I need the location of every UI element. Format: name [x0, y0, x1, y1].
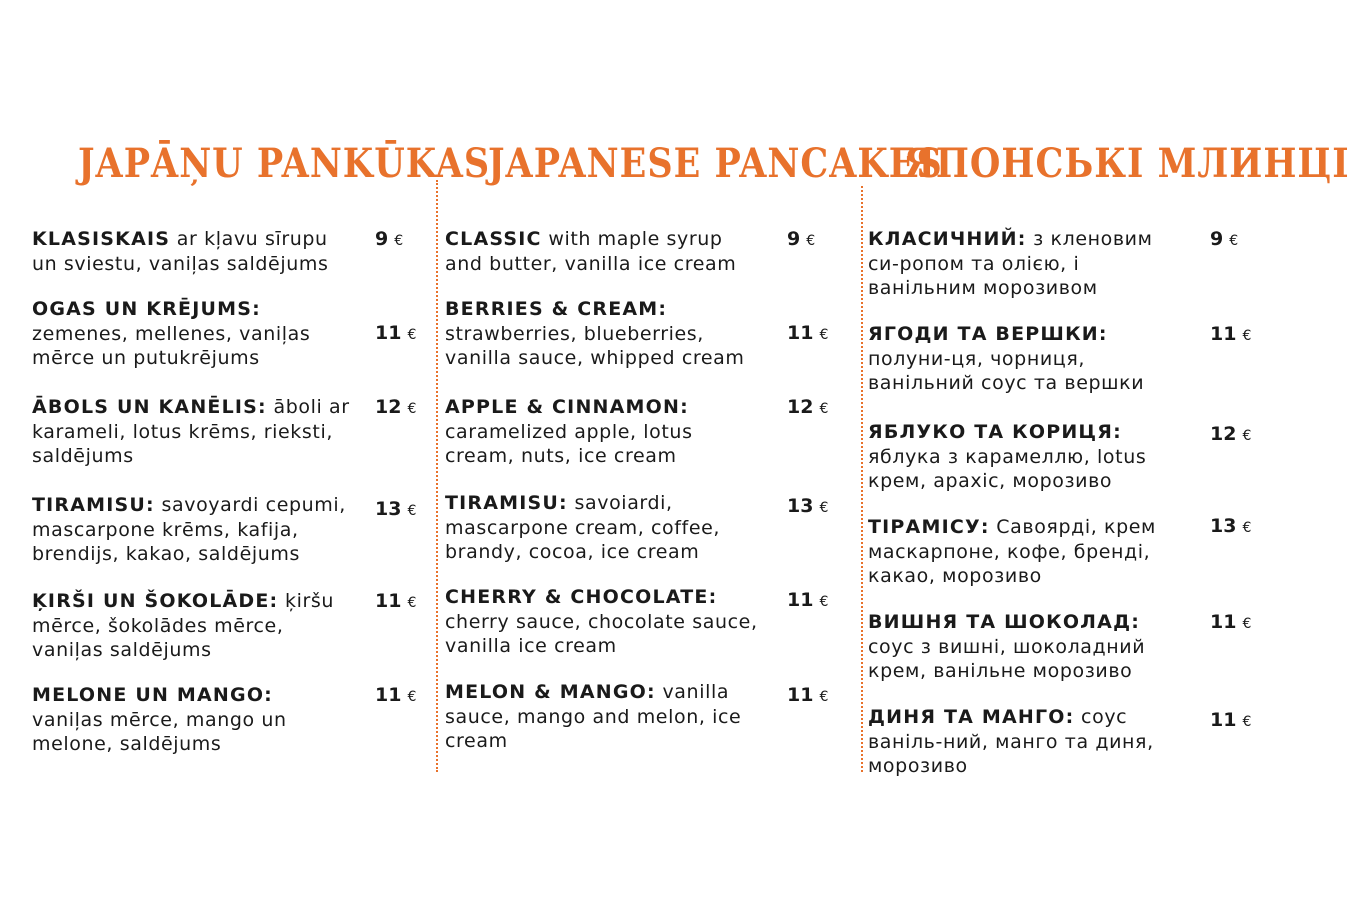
item-name: TIRAMISU:: [32, 494, 155, 516]
price-value: 11: [787, 322, 814, 344]
item-description: полуни-ця, чорниця, ванільний соус та вершки: [868, 347, 1145, 394]
price-value: 11: [787, 684, 814, 706]
menu-item: [445, 227, 845, 276]
menu-item: [445, 395, 845, 469]
item-name: MELON & MANGO:: [445, 681, 656, 703]
item-price: [1210, 322, 1251, 349]
price-value: 9: [1210, 228, 1224, 250]
price-value: 11: [1210, 323, 1237, 345]
price-value: 11: [375, 590, 402, 612]
item-text: [445, 297, 765, 371]
item-text: [32, 297, 350, 371]
item-name: ТІРАМІСУ:: [868, 516, 990, 538]
currency-symbol: €: [1242, 714, 1252, 730]
menu-item: [868, 322, 1260, 396]
price-value: 11: [1210, 709, 1237, 731]
item-name: ДИНЯ ТА МАНГО:: [868, 706, 1075, 728]
item-text: [32, 227, 350, 276]
currency-symbol: €: [1229, 233, 1239, 249]
item-text: [32, 589, 350, 663]
item-price: [787, 395, 828, 422]
price-value: 11: [1210, 611, 1237, 633]
item-price: [1210, 422, 1251, 449]
item-description: caramelized apple, lotus cream, nuts, ice cream: [445, 420, 693, 467]
menu-item: [868, 420, 1260, 494]
item-name: APPLE & CINNAMON:: [445, 396, 689, 418]
item-text: [868, 610, 1186, 684]
menu-item: [868, 515, 1260, 589]
item-description: vanilla sauce, mango and melon, ice cream: [445, 681, 742, 752]
menu-item: [32, 395, 427, 469]
item-price: [375, 683, 416, 710]
menu-item: [868, 610, 1260, 684]
column-title: JAPANESE PANCAKES: [488, 140, 943, 188]
currency-symbol: €: [1242, 616, 1252, 632]
item-price: [787, 494, 828, 521]
item-text: [868, 420, 1186, 494]
price-value: 13: [1210, 515, 1237, 537]
price-value: 9: [375, 228, 389, 250]
currency-symbol: €: [407, 327, 417, 343]
currency-symbol: €: [407, 503, 417, 519]
item-price: [1210, 610, 1251, 637]
item-price: [787, 227, 815, 254]
item-description: zemenes, mellenes, vaniļas mērce un putukrējums: [32, 322, 311, 369]
menu-item: [32, 493, 427, 567]
item-description: ar kļavu sīrupu un sviestu, vaniļas saldējums: [32, 228, 329, 275]
item-name: ЯГОДИ ТА ВЕРШКИ:: [868, 323, 1108, 345]
price-value: 12: [375, 396, 402, 418]
menu-item: [32, 227, 427, 276]
column-title: JAPĀŅU PANKŪKAS: [78, 140, 491, 188]
item-description: з кленовим си-ропом та олією, і ванільним морозивом: [868, 228, 1153, 299]
currency-symbol: €: [806, 233, 816, 249]
item-price: [787, 683, 828, 710]
currency-symbol: €: [1242, 328, 1252, 344]
menu-item: [445, 680, 845, 754]
item-description: яблука з карамеллю, lotus крем, арахіс, морозиво: [868, 445, 1147, 492]
item-name: MELONE UN MANGO:: [32, 684, 273, 706]
menu-item: [868, 705, 1260, 779]
item-price: [375, 227, 403, 254]
item-description: соус з вишні, шоколадний крем, ванільне морозиво: [868, 635, 1146, 682]
currency-symbol: €: [819, 401, 829, 417]
menu-item: [32, 297, 427, 371]
menu-item: [32, 589, 427, 663]
price-value: 9: [787, 228, 801, 250]
item-name: ĀBOLS UN KANĒLIS:: [32, 396, 267, 418]
menu-item: [445, 297, 845, 371]
item-price: [375, 395, 416, 422]
item-name: ВИШНЯ ТА ШОКОЛАД:: [868, 611, 1140, 633]
item-price: [787, 588, 828, 615]
item-text: [32, 493, 350, 567]
item-text: [32, 395, 350, 469]
menu-item: [868, 227, 1260, 301]
menu-item: [445, 491, 845, 565]
item-description: Савоярді, крем маскарпоне, кофе, бренді, какао, морозиво: [868, 516, 1156, 587]
column-divider-left: [436, 180, 438, 772]
item-name: TIRAMISU:: [445, 492, 568, 514]
currency-symbol: €: [1242, 520, 1252, 536]
item-text: [445, 585, 765, 659]
price-value: 12: [787, 396, 814, 418]
currency-symbol: €: [819, 594, 829, 610]
item-name: ЯБЛУКО ТА КОРИЦЯ:: [868, 421, 1122, 443]
item-description: āboli ar karameli, lotus krēms, rieksti, saldējums: [32, 396, 350, 467]
item-text: [868, 227, 1186, 301]
currency-symbol: €: [407, 595, 417, 611]
item-name: CHERRY & CHOCOLATE:: [445, 586, 718, 608]
item-name: КЛАСИЧНИЙ:: [868, 228, 1027, 250]
item-description: vaniļas mērce, mango un melone, saldējums: [32, 708, 287, 755]
price-value: 12: [1210, 423, 1237, 445]
item-price: [1210, 708, 1251, 735]
currency-symbol: €: [819, 689, 829, 705]
currency-symbol: €: [1242, 428, 1252, 444]
item-price: [375, 589, 416, 616]
item-description: cherry sauce, chocolate sauce, vanilla ice cream: [445, 610, 758, 657]
item-name: CLASSIC: [445, 228, 542, 250]
menu-item: [32, 683, 427, 757]
item-name: OGAS UN KRĒJUMS:: [32, 298, 261, 320]
price-value: 11: [787, 589, 814, 611]
item-name: KLASISKAIS: [32, 228, 171, 250]
item-price: [1210, 227, 1238, 254]
item-text: [445, 395, 765, 469]
item-description: with maple syrup and butter, vanilla ice cream: [445, 228, 737, 275]
column-divider-right: [861, 186, 863, 772]
price-value: 11: [375, 684, 402, 706]
item-text: [32, 683, 350, 757]
item-price: [1210, 514, 1251, 541]
item-text: [868, 705, 1186, 779]
item-description: savoyardi cepumi, mascarpone krēms, kafija, brendijs, kakao, saldējums: [32, 494, 346, 565]
currency-symbol: €: [407, 689, 417, 705]
currency-symbol: €: [819, 327, 829, 343]
currency-symbol: €: [819, 500, 829, 516]
currency-symbol: €: [407, 401, 417, 417]
item-description: соус ваніль-ний, манго та диня, морозиво: [868, 706, 1154, 777]
price-value: 13: [375, 498, 402, 520]
item-description: savoiardi, mascarpone cream, coffee, brandy, cocoa, ice cream: [445, 492, 721, 563]
item-text: [445, 491, 765, 565]
item-description: strawberries, blueberries, vanilla sauce, whipped cream: [445, 322, 745, 369]
item-name: BERRIES & CREAM:: [445, 298, 668, 320]
price-value: 13: [787, 495, 814, 517]
item-text: [445, 227, 765, 276]
item-price: [375, 497, 416, 524]
item-text: [445, 680, 765, 754]
menu-item: [445, 585, 845, 659]
currency-symbol: €: [394, 233, 404, 249]
column-title: ЯПОНСЬКІ МЛИНЦІ: [904, 140, 1350, 188]
item-text: [868, 322, 1186, 396]
item-price: [375, 321, 416, 348]
item-text: [868, 515, 1186, 589]
price-value: 11: [375, 322, 402, 344]
item-description: ķiršu mērce, šokolādes mērce, vaniļas saldējums: [32, 590, 335, 661]
item-price: [787, 321, 828, 348]
item-name: ĶIRŠI UN ŠOKOLĀDE:: [32, 590, 279, 612]
